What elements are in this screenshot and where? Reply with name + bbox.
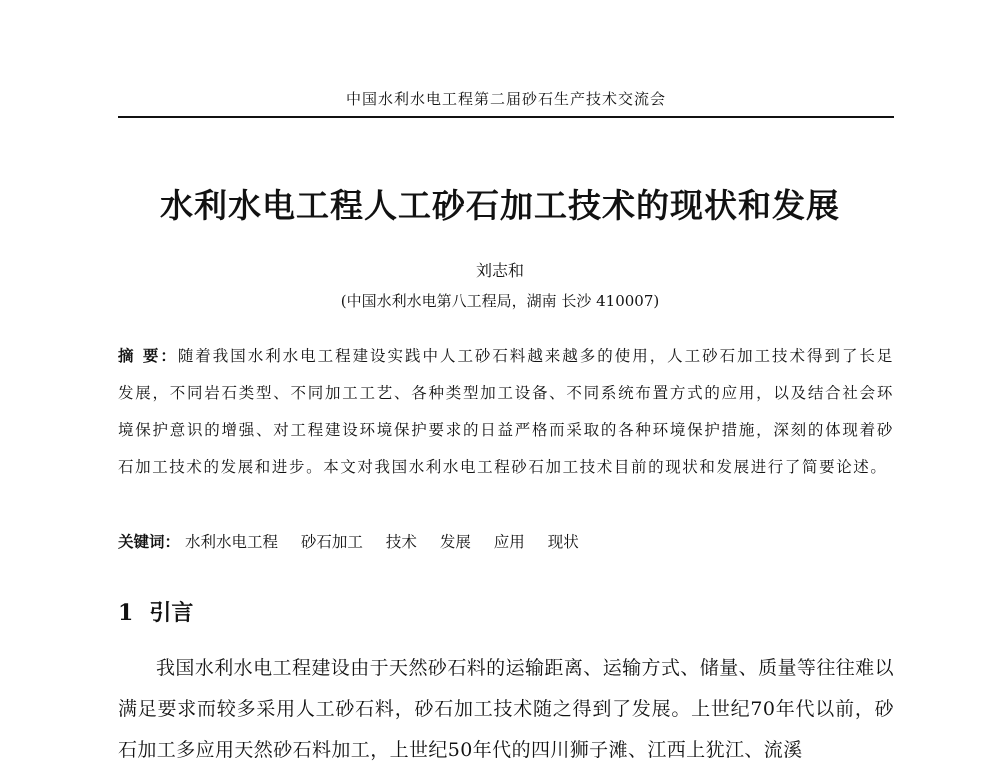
running-header: 中国水利水电工程第二届砂石生产技术交流会 [345, 90, 666, 108]
author-name: 刘志和 [475, 261, 524, 280]
keywords-label: 关键词： [118, 533, 181, 551]
abstract-label: 摘 要： [118, 347, 178, 365]
author-affiliation: (中国水利水电第八工程局，湖南 长沙 410007) [340, 292, 660, 310]
keyword: 砂石加工 [300, 533, 363, 551]
keyword: 现状 [547, 533, 579, 551]
body-paragraph: 我国水利水电工程建设由于天然砂石料的运输距离、运输方式、储量、质量等往往难以满足要求而较多采用人工砂石料，砂石加工技术随之得到了发展。上世纪70年代以前，砂石加工多应用天然砂石料加工，上世纪50年代的四川狮子滩、江西上犹江、流溪 [118, 657, 894, 761]
header-rule [118, 116, 894, 118]
section-heading [118, 596, 193, 627]
section-number: 1 [118, 600, 134, 626]
article-title: 水利水电工程人工砂石加工技术的现状和发展 [160, 186, 840, 225]
keyword: 水利水电工程 [184, 533, 278, 551]
abstract-text: 随着我国水利水电工程建设实践中人工砂石料越来越多的使用，人工砂石加工技术得到了长足发展，不同岩石类型、不同加工工艺、各种类型加工设备、不同系统布置方式的应用，以及结合社会环境保护意识的增强、对工程建设环境保护要求的日益严格而采取的各种环境保护措施，深刻的体现着砂石加工技术的发展和进步。本文对我国水利水电工程砂石加工技术目前的现状和发展进行了简要论述。 [118, 347, 895, 476]
keyword: 应用 [493, 533, 525, 551]
abstract [118, 338, 894, 486]
keyword: 发展 [439, 533, 471, 551]
section-title: 引言 [149, 600, 194, 626]
keywords [118, 530, 894, 554]
keyword: 技术 [385, 533, 417, 551]
